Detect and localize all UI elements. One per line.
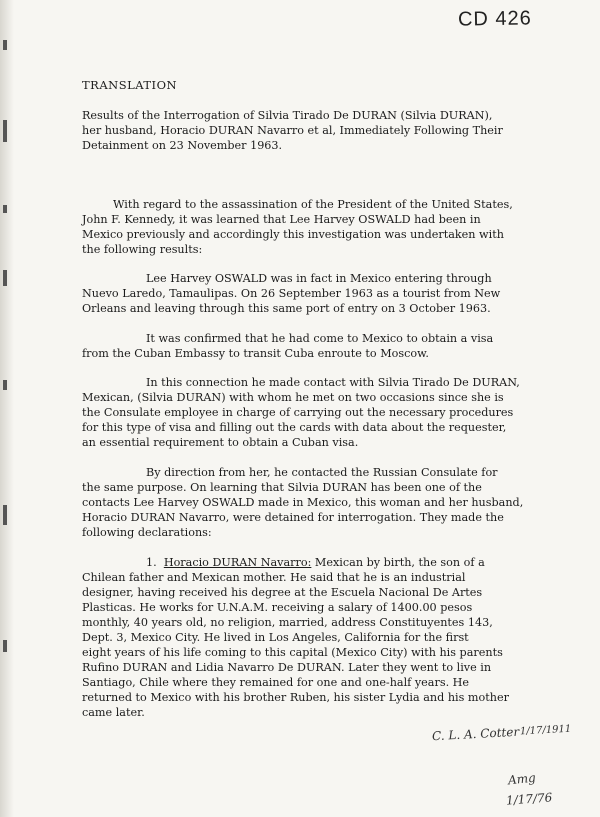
scan-mark: [3, 380, 7, 390]
paragraph-line: the Consulate employee in charge of carrying out the necessary procedures: [82, 406, 514, 419]
title-line: her husband, Horacio DURAN Navarro et al, Immediately Following Their: [82, 124, 503, 137]
declarant-name: Horacio DURAN Navarro:: [163, 556, 312, 569]
title-line: Detainment on 23 November 1963.: [82, 139, 283, 152]
paragraph-line: It was confirmed that he had come to Mexico to obtain a visa: [146, 332, 494, 345]
paragraph-line: Dept. 3, Mexico City. He lived in Los Angeles, California for the first: [82, 631, 469, 644]
paragraph-line: John F. Kennedy, it was learned that Lee Harvey OSWALD had been in: [82, 213, 481, 226]
scan-mark: [3, 505, 7, 525]
paragraph-line: By direction from her, he contacted the Russian Consulate for: [146, 466, 498, 479]
paragraph-line: Mexican, (Silvia DURAN) with whom he met on two occasions since she is: [82, 391, 504, 404]
declaration-number: 1.: [146, 556, 157, 569]
scan-mark: [3, 640, 7, 652]
paragraph-line: Rufino DURAN and Lidia Navarro De DURAN. Later they went to live in: [82, 661, 492, 674]
paragraph-line: contacts Lee Harvey OSWALD made in Mexico, this woman and her husband,: [82, 496, 524, 509]
paragraph-line: In this connection he made contact with Silvia Tirado De DURAN,: [146, 376, 520, 389]
declaration-first-line: [146, 555, 485, 570]
paragraph-line: Chilean father and Mexican mother. He said that he is an industrial: [82, 571, 466, 584]
paragraph-line: came later.: [82, 706, 145, 719]
paragraph-line: Orleans and leaving through this same port of entry on 3 October 1963.: [82, 302, 491, 315]
scan-mark: [3, 120, 7, 142]
paragraph-line: With regard to the assassination of the President of the United States,: [113, 198, 513, 211]
paragraph-line: an essential requirement to obtain a Cuban visa.: [82, 436, 359, 449]
scan-mark: [3, 205, 7, 213]
paragraph-line: from the Cuban Embassy to transit Cuba enroute to Moscow.: [82, 347, 429, 360]
handwritten-note: C. L. A. Cotter: [431, 724, 520, 744]
scan-mark: [3, 40, 7, 50]
paragraph-line: following declarations:: [82, 526, 212, 539]
paragraph-line: designer, having received his degree at the Escuela Nacional De Artes: [82, 586, 483, 599]
paragraph-line: Horacio DURAN Navarro, were detained for interrogation. They made the: [82, 511, 504, 524]
paragraph-line: monthly, 40 years old, no religion, married, address Constituyentes 143,: [82, 616, 493, 629]
paragraph-line: Plasticas. He works for U.N.A.M. receiving a salary of 1400.00 pesos: [82, 601, 473, 614]
paragraph-line: Mexico previously and accordingly this investigation was undertaken with: [82, 228, 504, 241]
handwritten-date: 1/17/76: [505, 790, 553, 808]
handwritten-date: 1/17/1911: [519, 723, 572, 738]
scan-mark: [3, 270, 7, 286]
paragraph-line: the same purpose. On learning that Silvia DURAN has been one of the: [82, 481, 482, 494]
file-number: CD 426: [457, 7, 532, 31]
paragraph-line: returned to Mexico with his brother Ruben, his sister Lydia and his mother: [82, 691, 509, 704]
paragraph-line: eight years of his life coming to this capital (Mexico City) with his parents: [82, 646, 503, 659]
title-line: Results of the Interrogation of Silvia Tirado De DURAN (Silvia DURAN),: [82, 109, 493, 122]
paragraph-line: Lee Harvey OSWALD was in fact in Mexico entering through: [146, 272, 492, 285]
paragraph-line: for this type of visa and filling out the cards with data about the requester,: [82, 421, 507, 434]
paragraph-line: Nuevo Laredo, Tamaulipas. On 26 September 1963 as a tourist from New: [82, 287, 501, 300]
paragraph-line: the following results:: [82, 243, 203, 256]
paragraph-line: Santiago, Chile where they remained for one and one-half years. He: [82, 676, 470, 689]
document-heading: TRANSLATION: [82, 78, 178, 92]
handwritten-initials: Amg: [507, 770, 537, 788]
declaration-text: Mexican by birth, the son of a: [311, 556, 485, 569]
